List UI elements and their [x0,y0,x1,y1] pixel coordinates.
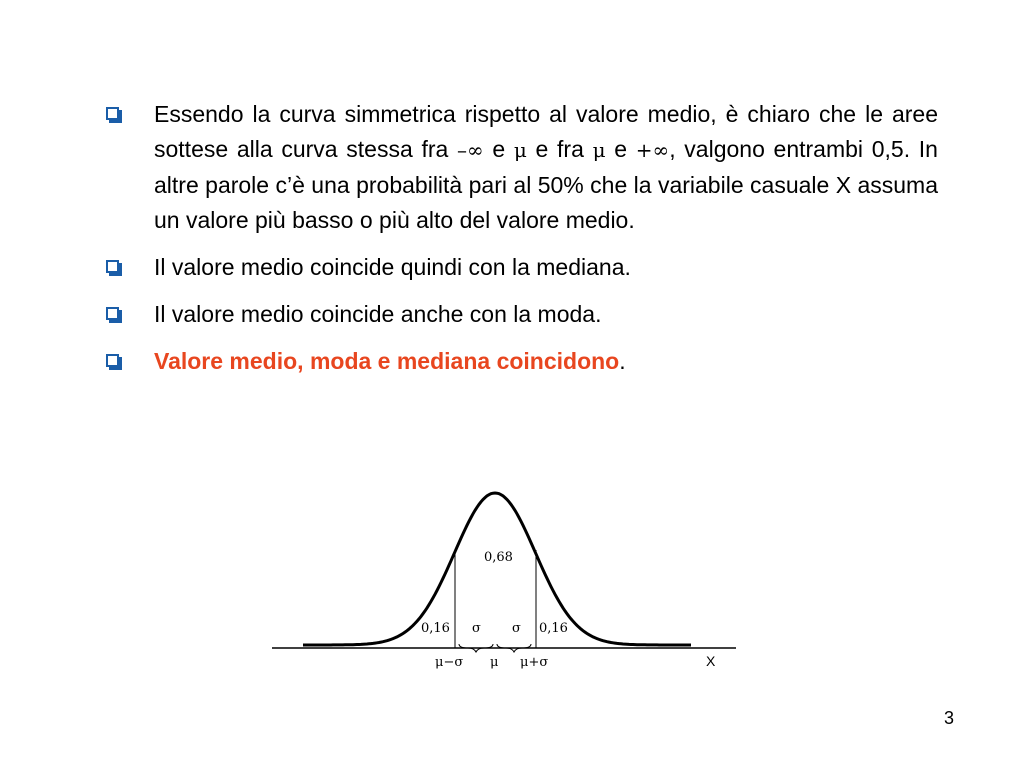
sigma-right-label: σ [512,621,521,636]
bullet-text: Il valore medio coincide quindi con la mediana. [154,254,631,280]
tick-mu-minus-sigma: μ−σ [435,655,464,670]
right-tail-label: 0,16 [539,621,568,636]
highlight-text: Valore medio, moda e mediana coincidono [154,348,620,374]
axis-x-label: X [706,653,716,669]
bullet-text: Il valore medio coincide anche con la moda. [154,301,602,327]
tick-mu: μ [490,655,499,670]
bullet-text: Valore medio, moda e mediana coincidono. [154,348,626,374]
central-area-label: 0,68 [484,550,513,565]
bell-curve [303,493,691,645]
page-number: 3 [944,708,955,728]
tick-mu-plus-sigma: μ+σ [520,655,549,670]
bullet-text: Essendo la curva simmetrica rispetto al valore medio, è chiaro che le aree sottese alla curva stessa fra –∞ e μ e fra μ e +∞, valgono entrambi 0,5. In altre parole c’è una probabilità pari al 50% che la variabile casuale X assuma un valore più basso o più alto del valore medio. [154,101,938,233]
sigma-left-label: σ [472,621,481,636]
left-tail-label: 0,16 [421,621,450,636]
